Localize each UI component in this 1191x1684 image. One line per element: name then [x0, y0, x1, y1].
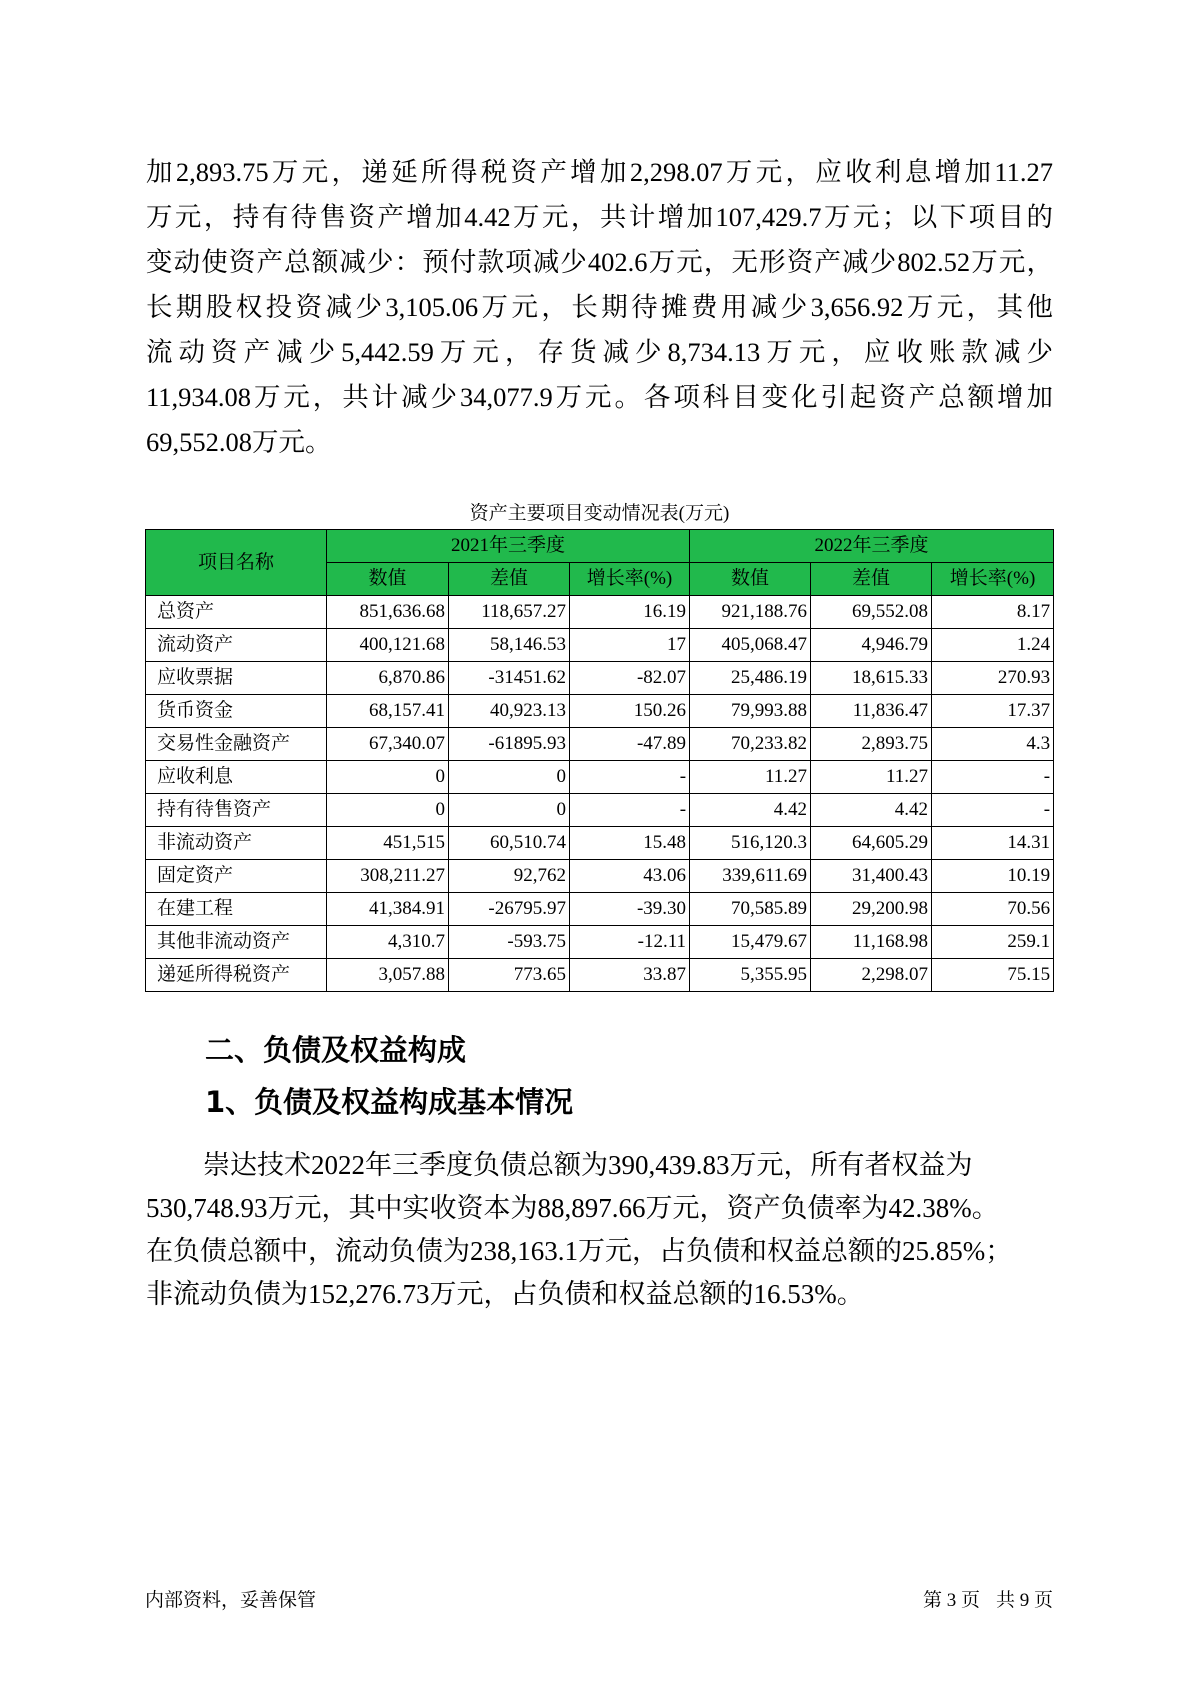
text-line: 11,934.08万元，共计减少34,077.9万元。各项科目变化引起资产总额增加 — [146, 382, 1053, 412]
text-line: 长期股权投资减少3,105.06万元，长期待摊费用减少3,656.92万元，其他 — [146, 292, 1053, 322]
cell-2021-value: 68,157.41 — [327, 695, 449, 728]
table-row — [146, 959, 1054, 992]
text-line: 非流动负债为152,276.73万元，占负债和权益总额的16.53%。 — [146, 1279, 864, 1309]
cell-2022-value: 921,188.76 — [690, 596, 811, 629]
cell-2022-value: 25,486.19 — [690, 662, 811, 695]
cell-2021-growth: 17 — [570, 629, 690, 662]
text-line: 变动使资产总额减少：预付款项减少402.6万元，无形资产减少802.52万元， — [146, 247, 1053, 277]
cell-2021-growth: 150.26 — [570, 695, 690, 728]
cell-2022-growth: 10.19 — [932, 860, 1054, 893]
cell-2022-value: 79,993.88 — [690, 695, 811, 728]
cell-2022-value: 5,355.95 — [690, 959, 811, 992]
cell-2021-value: 451,515 — [327, 827, 449, 860]
cell-2022-growth: - — [932, 761, 1054, 794]
cell-2022-growth: 8.17 — [932, 596, 1054, 629]
header-2021-growth: 增长率(%) — [570, 563, 690, 596]
cell-2021-diff: 773.65 — [449, 959, 570, 992]
cell-2022-growth: 14.31 — [932, 827, 1054, 860]
cell-2022-diff: 2,298.07 — [811, 959, 932, 992]
table-row — [146, 794, 1054, 827]
cell-2021-diff: 0 — [449, 761, 570, 794]
body-paragraph-assets — [146, 150, 1053, 465]
cell-2021-growth: -12.11 — [570, 926, 690, 959]
cell-2021-growth: 15.48 — [570, 827, 690, 860]
cell-2021-value: 851,636.68 — [327, 596, 449, 629]
cell-2021-value: 308,211.27 — [327, 860, 449, 893]
row-item-name: 货币资金 — [146, 695, 327, 728]
cell-2022-diff: 11,836.47 — [811, 695, 932, 728]
cell-2022-diff: 11.27 — [811, 761, 932, 794]
cell-2021-diff: 0 — [449, 794, 570, 827]
cell-2021-growth: 43.06 — [570, 860, 690, 893]
cell-2021-growth: -47.89 — [570, 728, 690, 761]
row-item-name: 持有待售资产 — [146, 794, 327, 827]
cell-2021-diff: -593.75 — [449, 926, 570, 959]
cell-2021-value: 6,870.86 — [327, 662, 449, 695]
page-number — [923, 1588, 1053, 1614]
cell-2022-value: 15,479.67 — [690, 926, 811, 959]
section-heading: 二、负债及权益构成 — [205, 1033, 467, 1067]
asset-change-table — [145, 529, 1054, 992]
cell-2022-value: 339,611.69 — [690, 860, 811, 893]
header-2022-growth: 增长率(%) — [932, 563, 1054, 596]
header-2022-value: 数值 — [690, 563, 811, 596]
cell-2022-growth: 17.37 — [932, 695, 1054, 728]
cell-2021-growth: - — [570, 794, 690, 827]
body-paragraph-liabilities — [146, 1144, 1053, 1316]
row-item-name: 总资产 — [146, 596, 327, 629]
table-row — [146, 629, 1054, 662]
cell-2022-value: 516,120.3 — [690, 827, 811, 860]
row-item-name: 其他非流动资产 — [146, 926, 327, 959]
header-2021-diff: 差值 — [449, 563, 570, 596]
cell-2021-diff: 118,657.27 — [449, 596, 570, 629]
subsection-heading: 1、负债及权益构成基本情况 — [205, 1085, 574, 1119]
text-line: 在负债总额中，流动负债为238,163.1万元，占负债和权益总额的25.85%； — [146, 1236, 1013, 1266]
row-item-name: 应收利息 — [146, 761, 327, 794]
header-group-2021: 2021年三季度 — [327, 530, 690, 563]
cell-2021-value: 0 — [327, 761, 449, 794]
table-row — [146, 926, 1054, 959]
cell-2022-growth: 75.15 — [932, 959, 1054, 992]
cell-2022-diff: 69,552.08 — [811, 596, 932, 629]
cell-2021-value: 4,310.7 — [327, 926, 449, 959]
row-item-name: 交易性金融资产 — [146, 728, 327, 761]
text-line: 69,552.08万元。 — [146, 427, 332, 457]
table-header-row-groups — [146, 530, 1054, 563]
text-line: 流动资产减少5,442.59万元，存货减少8,734.13万元，应收账款减少 — [146, 337, 1053, 367]
cell-2022-diff: 18,615.33 — [811, 662, 932, 695]
header-item-name: 项目名称 — [146, 530, 327, 596]
cell-2022-diff: 29,200.98 — [811, 893, 932, 926]
cell-2022-growth: 4.3 — [932, 728, 1054, 761]
cell-2021-diff: 92,762 — [449, 860, 570, 893]
cell-2022-value: 70,233.82 — [690, 728, 811, 761]
cell-2022-diff: 11,168.98 — [811, 926, 932, 959]
table-row — [146, 695, 1054, 728]
page-total: 共 9 页 — [995, 1590, 1053, 1611]
cell-2022-growth: 1.24 — [932, 629, 1054, 662]
cell-2021-growth: -39.30 — [570, 893, 690, 926]
cell-2022-value: 405,068.47 — [690, 629, 811, 662]
cell-2022-value: 70,585.89 — [690, 893, 811, 926]
cell-2021-value: 400,121.68 — [327, 629, 449, 662]
header-group-2022: 2022年三季度 — [690, 530, 1054, 563]
cell-2022-growth: 270.93 — [932, 662, 1054, 695]
table-row — [146, 860, 1054, 893]
header-2022-diff: 差值 — [811, 563, 932, 596]
cell-2021-value: 0 — [327, 794, 449, 827]
text-line: 万元，持有待售资产增加4.42万元，共计增加107,429.7万元；以下项目的 — [146, 202, 1053, 232]
cell-2022-growth: 70.56 — [932, 893, 1054, 926]
cell-2021-value: 41,384.91 — [327, 893, 449, 926]
cell-2021-diff: -61895.93 — [449, 728, 570, 761]
row-item-name: 应收票据 — [146, 662, 327, 695]
cell-2021-diff: 40,923.13 — [449, 695, 570, 728]
cell-2021-growth: -82.07 — [570, 662, 690, 695]
cell-2021-growth: 16.19 — [570, 596, 690, 629]
header-2021-value: 数值 — [327, 563, 449, 596]
table-row — [146, 761, 1054, 794]
cell-2021-diff: 58,146.53 — [449, 629, 570, 662]
cell-2022-diff: 31,400.43 — [811, 860, 932, 893]
text-line: 530,748.93万元，其中实收资本为88,897.66万元，资产负债率为42.38%。 — [146, 1193, 999, 1223]
cell-2022-growth: - — [932, 794, 1054, 827]
page-current: 第 3 页 — [922, 1590, 980, 1611]
cell-2021-diff: 60,510.74 — [449, 827, 570, 860]
cell-2021-diff: -31451.62 — [449, 662, 570, 695]
cell-2022-value: 4.42 — [690, 794, 811, 827]
cell-2021-value: 3,057.88 — [327, 959, 449, 992]
row-item-name: 固定资产 — [146, 860, 327, 893]
cell-2021-value: 67,340.07 — [327, 728, 449, 761]
cell-2022-diff: 64,605.29 — [811, 827, 932, 860]
cell-2022-value: 11.27 — [690, 761, 811, 794]
table-caption: 资产主要项目变动情况表(万元) — [469, 503, 730, 524]
table-row — [146, 728, 1054, 761]
footer-notice: 内部资料，妥善保管 — [145, 1590, 317, 1611]
cell-2021-diff: -26795.97 — [449, 893, 570, 926]
page-footer — [145, 1588, 1053, 1614]
table-row — [146, 827, 1054, 860]
cell-2022-diff: 4,946.79 — [811, 629, 932, 662]
text-line: 崇达技术2022年三季度负债总额为390,439.83万元，所有者权益为 — [203, 1150, 973, 1180]
table-row — [146, 893, 1054, 926]
table-body — [146, 596, 1054, 992]
text-line: 加2,893.75万元，递延所得税资产增加2,298.07万元，应收利息增加11.27 — [146, 157, 1053, 187]
cell-2022-growth: 259.1 — [932, 926, 1054, 959]
cell-2022-diff: 2,893.75 — [811, 728, 932, 761]
row-item-name: 递延所得税资产 — [146, 959, 327, 992]
table-row — [146, 596, 1054, 629]
row-item-name: 在建工程 — [146, 893, 327, 926]
cell-2022-diff: 4.42 — [811, 794, 932, 827]
row-item-name: 非流动资产 — [146, 827, 327, 860]
cell-2021-growth: 33.87 — [570, 959, 690, 992]
row-item-name: 流动资产 — [146, 629, 327, 662]
table-row — [146, 662, 1054, 695]
cell-2021-growth: - — [570, 761, 690, 794]
